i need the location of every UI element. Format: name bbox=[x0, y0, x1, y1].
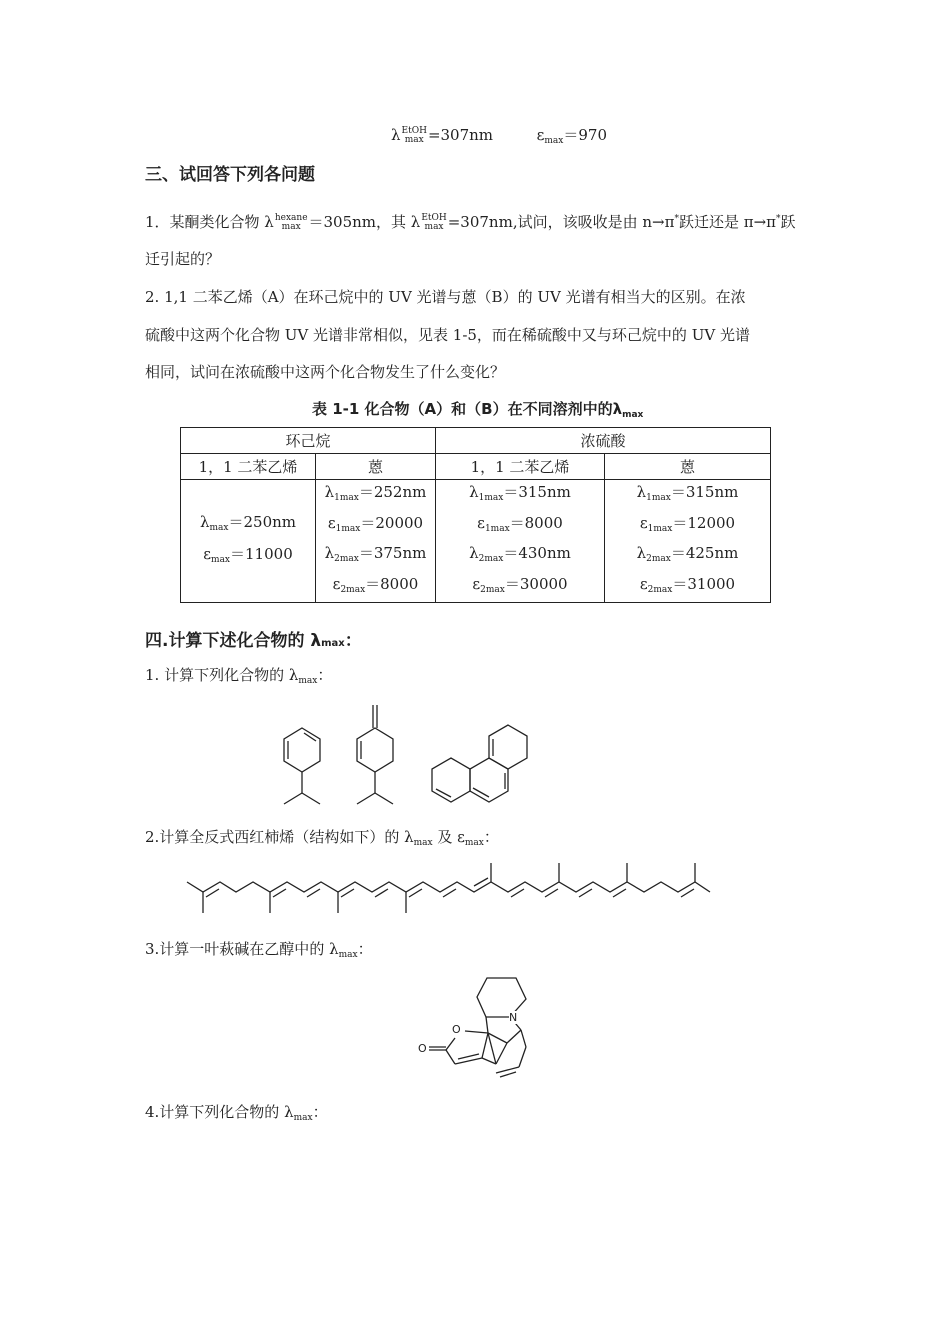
cell-sym: ε bbox=[332, 574, 341, 593]
col-header: 蒽 bbox=[316, 454, 436, 480]
q4-4-end: ： bbox=[312, 1103, 328, 1121]
section3-title: 三、试回答下列各问题 bbox=[145, 165, 315, 185]
cell-sym: λ bbox=[199, 513, 210, 531]
cell-sym: λ bbox=[324, 483, 335, 501]
question-3-2-line3: 相同，试问在浓硫酸中这两个化合物发生了什么变化？ bbox=[145, 363, 506, 381]
table-caption-sub: max bbox=[622, 410, 644, 420]
epsilon-subscript: max bbox=[544, 136, 564, 146]
ring-oxygen-label: O bbox=[452, 1023, 461, 1036]
cell-val: ＝315nm bbox=[670, 483, 739, 501]
lambda-superscript: EtOH bbox=[401, 126, 427, 136]
cell-sym: λ bbox=[324, 544, 335, 562]
cell-val: ＝30000 bbox=[504, 574, 568, 593]
lambda-symbol: λ bbox=[391, 126, 401, 144]
cell-val: ＝8000 bbox=[509, 513, 563, 532]
cell-sub: 2max bbox=[646, 554, 671, 564]
cell-sub: 2max bbox=[480, 584, 505, 595]
q1-star-2: * bbox=[776, 214, 781, 224]
cell-val: ＝31000 bbox=[672, 574, 736, 593]
col-header: 蒽 bbox=[605, 454, 771, 480]
q1-sup1: hexane bbox=[274, 213, 308, 223]
q4-2-sub2: max bbox=[464, 838, 484, 848]
q4-3-text: 3.计算一叶萩碱在乙醇中的 λ bbox=[145, 940, 339, 958]
q4-1-text: 1. 计算下列化合物的 λ bbox=[145, 666, 299, 684]
section4-title-sub: max bbox=[321, 638, 345, 649]
cell-sym: λ bbox=[469, 544, 479, 562]
cell-val: ＝252nm bbox=[358, 483, 427, 501]
cell-sym: λ bbox=[636, 544, 647, 562]
question-3-1-line2: 迁引起的？ bbox=[145, 250, 221, 268]
cell-sub: 2max bbox=[340, 584, 366, 595]
q4-2-end: ： bbox=[483, 828, 499, 846]
cell-sub: max bbox=[209, 523, 229, 533]
q1-part1: 1．某酮类化合物 λ bbox=[145, 213, 274, 231]
section4-title-text: 四.计算下述化合物的 λ bbox=[145, 631, 322, 651]
cell-sub: 1max bbox=[335, 523, 361, 534]
col-header: 1，1 二苯乙烯 bbox=[436, 454, 605, 480]
cell-val: ＝375nm bbox=[358, 544, 427, 562]
q4-1-sub: max bbox=[298, 676, 318, 686]
cell-sym: ε bbox=[327, 513, 336, 532]
cell-sub: 1max bbox=[646, 493, 671, 503]
cell-sym: ε bbox=[472, 574, 481, 593]
q1-star-1: * bbox=[674, 214, 679, 224]
lambda-value: =307nm bbox=[427, 126, 494, 144]
q4-1-end: ： bbox=[317, 666, 333, 684]
q1-part3: =307nm,试问，该吸收是由 n→π bbox=[447, 213, 675, 231]
table-caption-text: 表 1-1 化合物（A）和（B）在不同溶剂中的λ bbox=[312, 400, 623, 418]
q1-sub2: max bbox=[424, 222, 444, 232]
cell-sym: ε bbox=[477, 513, 485, 532]
cell-val: ＝20000 bbox=[360, 513, 424, 532]
cell-sym: ε bbox=[639, 513, 648, 532]
cell-sub: 1max bbox=[647, 523, 673, 534]
cell-sym: λ bbox=[469, 483, 479, 501]
cell-sym: ε bbox=[639, 574, 648, 593]
cell-sub: 2max bbox=[647, 584, 673, 595]
col-header: 1，1 二苯乙烯 bbox=[181, 454, 316, 480]
q1-sup2: EtOH bbox=[421, 213, 447, 223]
question-3-2-line2: 硫酸中这两个化合物 UV 光谱非常相似，见表 1-5，而在稀硫酸中又与环己烷中的 UV 光谱 bbox=[145, 326, 750, 344]
cell-val: ＝315nm bbox=[503, 483, 571, 501]
q1-part2: ＝305nm，其 λ bbox=[308, 213, 421, 231]
q1-part4: 跃迁还是 π→π bbox=[678, 213, 777, 231]
group-header-cyclohexane: 环己烷 bbox=[181, 428, 436, 454]
cell-sub: 1max bbox=[334, 493, 359, 503]
q4-3-sub: max bbox=[338, 950, 358, 960]
q1-part5: 跃 bbox=[780, 213, 796, 231]
lambda-subscript: max bbox=[404, 135, 424, 145]
question-3-2-line1: 2. 1,1 二苯乙烯（A）在环己烷中的 UV 光谱与蒽（B）的 UV 光谱有相当大的区别。在浓 bbox=[145, 288, 746, 306]
q4-2-sub1: max bbox=[413, 838, 433, 848]
question-4-4 bbox=[145, 1101, 328, 1123]
cell-sub: 2max bbox=[334, 554, 359, 564]
q4-4-text: 4.计算下列化合物的 λ bbox=[145, 1103, 294, 1121]
cell-sub: max bbox=[211, 555, 231, 565]
q4-4-sub: max bbox=[293, 1113, 313, 1123]
q1-sub1: max bbox=[281, 222, 301, 232]
q4-2-text: 2.计算全反式西红柿烯（结构如下）的 λ bbox=[145, 828, 414, 846]
q4-2-mid: 及 ε bbox=[432, 828, 465, 846]
cell-sym: ε bbox=[203, 545, 212, 563]
epsilon-symbol: ε bbox=[536, 126, 545, 144]
cell-val: ＝250nm bbox=[228, 513, 296, 531]
nitrogen-label: N bbox=[509, 1011, 518, 1024]
group-header-sulfuric-acid: 浓硫酸 bbox=[436, 428, 771, 454]
cell-val: ＝8000 bbox=[365, 574, 419, 593]
cell-sym: λ bbox=[636, 483, 647, 501]
cell-val: ＝12000 bbox=[672, 513, 736, 532]
cell-sub: 2max bbox=[478, 554, 504, 564]
cell-val: ＝425nm bbox=[670, 544, 739, 562]
cell-sub: 1max bbox=[478, 493, 504, 503]
carbonyl-oxygen-label: O bbox=[418, 1042, 427, 1055]
cell-val: ＝11000 bbox=[230, 545, 293, 563]
cell-val: ＝430nm bbox=[503, 544, 571, 562]
q4-3-end: ： bbox=[357, 940, 373, 958]
epsilon-value: ＝970 bbox=[563, 126, 607, 144]
cell-sub: 1max bbox=[484, 523, 510, 534]
section4-title-end: ： bbox=[344, 631, 362, 651]
